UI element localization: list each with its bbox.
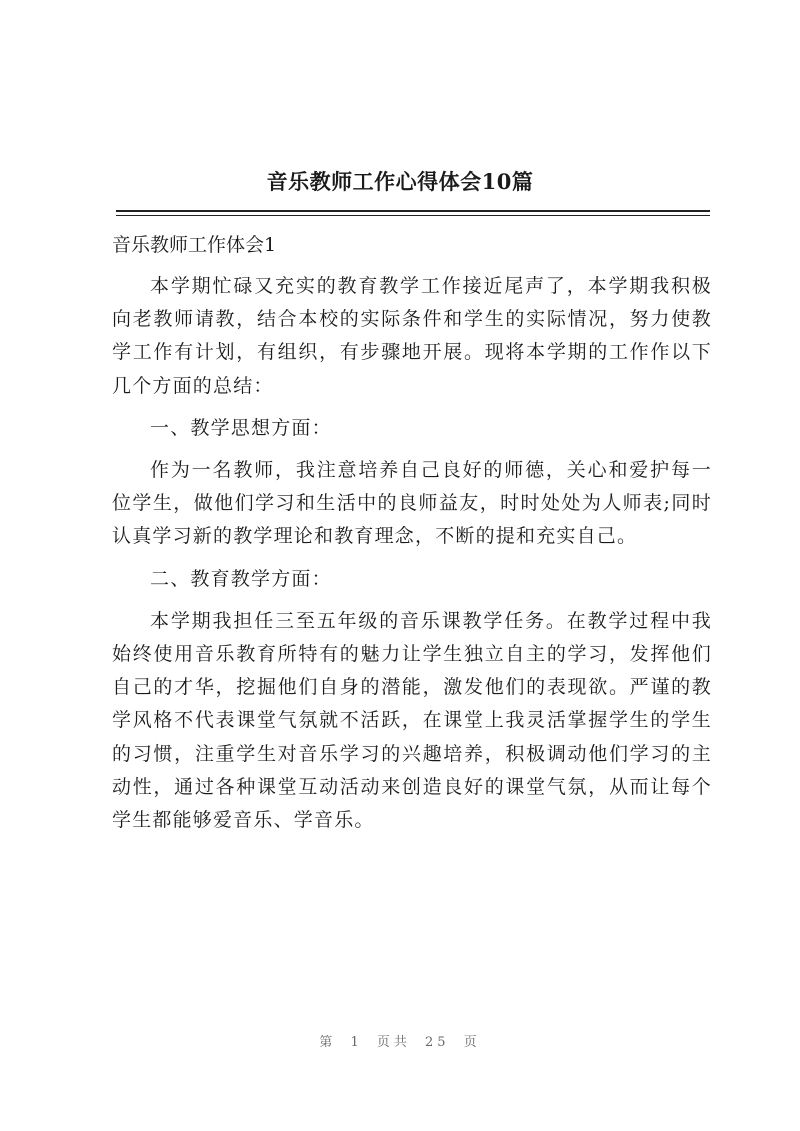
footer-middle: 页共: [376, 1035, 411, 1050]
footer-suffix: 页: [463, 1035, 481, 1050]
footer-page-number: 1: [350, 1035, 363, 1050]
document-body: [112, 232, 712, 846]
title-divider-thick: [116, 210, 710, 212]
page-footer: [0, 1031, 800, 1050]
paragraph-intro: 本学期忙碌又充实的教育教学工作接近尾声了，本学期我积极向老教师请教，结合本校的实际条件和学生的实际情况，努力使教学工作有计划，有组织，有步骤地开展。现将本学期的工作作以下几个方面的总结：: [112, 275, 712, 397]
title-divider-thin: [116, 215, 710, 216]
paragraph-teaching-philosophy: 作为一名教师，我注意培养自己良好的师德，关心和爱护每一位学生，做他们学习和生活中的良师益友，时时处处为人师表;同时认真学习新的教学理论和教育理念，不断的提和充实自己。: [112, 459, 712, 548]
document-title: 音乐教师工作心得体会10篇: [266, 169, 534, 194]
subheading-teaching-practice: 二、教育教学方面：: [150, 567, 332, 590]
section-heading: 音乐教师工作体会1: [112, 234, 277, 256]
footer-total-pages: 25: [425, 1035, 450, 1050]
paragraph-teaching-practice: 本学期我担任三至五年级的音乐课教学任务。在教学过程中我始终使用音乐教育所特有的魅力让学生独立自主的学习，发挥他们自己的才华，挖掘他们自身的潜能，激发他们的表现欲。严谨的教学风格不代表课堂气氛就不活跃，在课堂上我灵活掌握学生的学生的习惯，注重学生对音乐学习的兴趣培养，积极调动他们学习的主动性，通过各种课堂互动活动来创造良好的课堂气氛，从而让每个学生都能够爱音乐、学音乐。: [112, 609, 712, 832]
subheading-teaching-philosophy: 一、教学思想方面：: [150, 416, 332, 439]
footer-prefix: 第: [319, 1035, 337, 1050]
